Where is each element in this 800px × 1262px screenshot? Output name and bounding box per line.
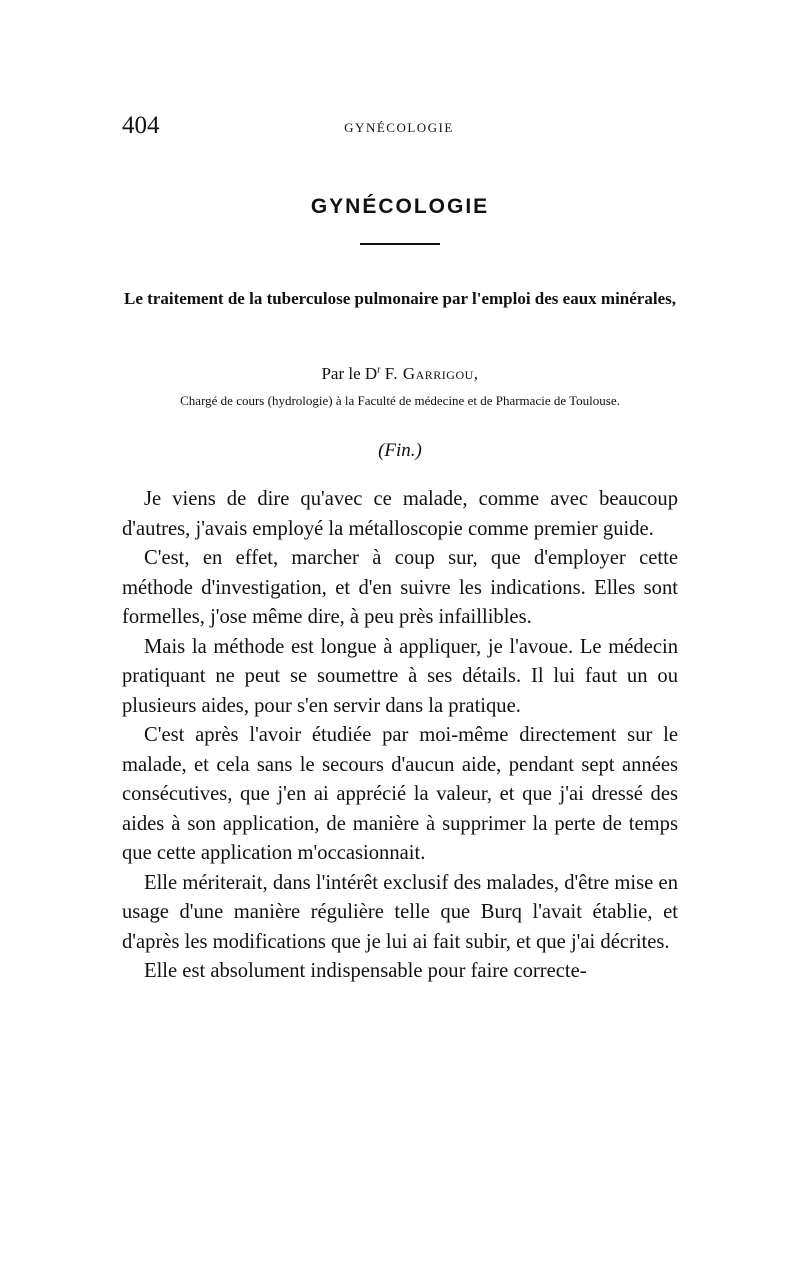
title-divider (360, 243, 440, 245)
section-title: GYNÉCOLOGIE (310, 195, 490, 218)
byline (0, 364, 800, 384)
paragraph: C'est, en effet, marcher à coup sur, que d'employer cette méthode d'investigation, et d'en suivre les indications. Elles sont formelles, j'ose même dire, à peu près infaillibles. (122, 547, 678, 628)
page-number: 404 (122, 112, 160, 139)
author-affiliation: Chargé de cours (hydrologie) à la Faculté de médecine et de Pharmacie de Toulouse. (180, 393, 620, 408)
continuation-text: (Fin.) (378, 440, 422, 461)
byline-title-sup: r (377, 364, 381, 376)
article-title: Le traitement de la tuberculose pulmonaire par l'emploi des eaux minérales, (124, 289, 676, 308)
author-name: F. Garrigou, (384, 364, 479, 383)
running-title: GYNÉCOLOGIE (344, 120, 454, 135)
continuation-note (0, 440, 800, 462)
paragraph: Elle mériterait, dans l'intérêt exclusif des malades, d'être mise en usage d'une manière régulière telle que Burq l'avait établie, et d'après les modifications que je lui ai fait subir, et que j'ai décrites. (122, 871, 678, 953)
paragraph: Elle est absolument indispensable pour faire correcte- (144, 960, 587, 982)
paragraph: Mais la méthode est longue à appliquer, je l'avoue. Le médecin pratiquant ne peut se soumettre à ses détails. Il lui faut un ou plusieurs aides, pour s'en servir dans la pratique. (122, 635, 678, 717)
paragraph: C'est après l'avoir étudiée par moi-même directement sur le malade, et cela sans le secours d'aucun aide, pendant sept années consécutives, que j'en ai apprécié la valeur, et que j'ai dressé des aides à son application, de manière à supprimer la perte de temps que cette application m'occasionnait. (122, 724, 678, 864)
paragraph: Je viens de dire qu'avec ce malade, comme avec beaucoup d'autres, j'avais employé la métalloscopie comme premier guide. (122, 488, 678, 540)
article-body (122, 485, 678, 987)
running-head (122, 112, 676, 142)
byline-prefix: Par le D (321, 364, 378, 383)
